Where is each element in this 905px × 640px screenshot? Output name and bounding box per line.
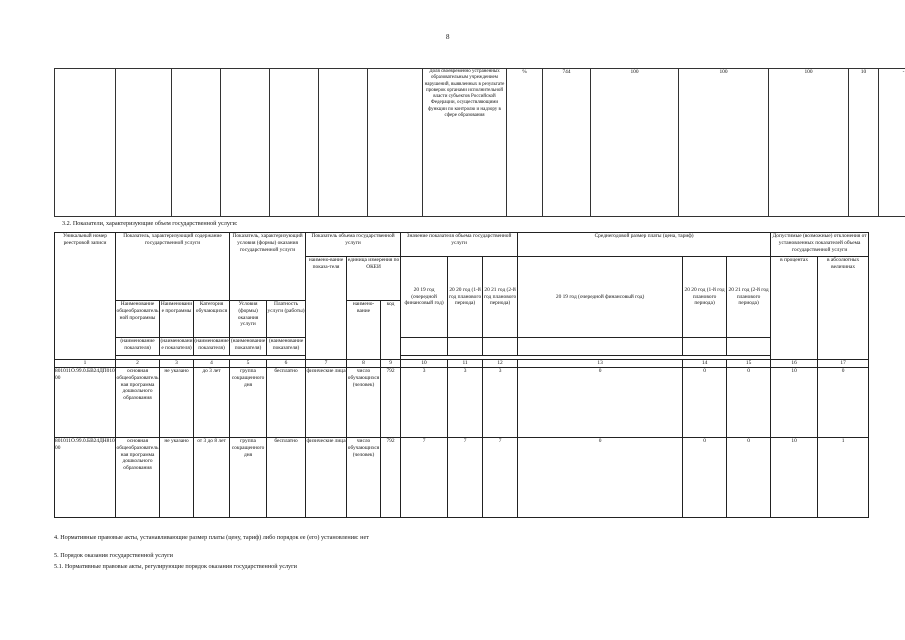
unit-name: %: [507, 69, 543, 217]
fee-2020: 0: [683, 368, 727, 438]
header-deviation-absolute: в абсолютных величинах: [818, 257, 869, 360]
header-unit-code: код: [381, 301, 401, 360]
unit-code: 792: [381, 438, 401, 518]
fee-2019: 0: [518, 438, 683, 518]
header-fee-2019: 20 19 год (очередной финансовый год): [518, 257, 683, 338]
column-number: 13: [518, 360, 683, 368]
program-name: основная общеобразовательная программа дошкольного образования: [116, 368, 160, 438]
volume-indicators-table: [54, 232, 869, 518]
header-volume-indicator: Показатель объема государственной услуги: [306, 233, 401, 257]
student-category: от 3 до 8 лет: [194, 438, 230, 518]
deviation-absolute: -: [879, 69, 905, 217]
unit-name: число обучающихся (человек): [347, 438, 381, 518]
column-number: 5: [230, 360, 267, 368]
header-unit: единица измерения по ОКЕИ: [347, 257, 401, 301]
fee-2020: 0: [683, 438, 727, 518]
value-2020: 7: [448, 438, 483, 518]
column-number: 14: [683, 360, 727, 368]
value-2021: 100: [769, 69, 849, 217]
indicator-name: физические лица: [306, 368, 347, 438]
deviation-percent: 10: [771, 368, 818, 438]
paragraph-5-1: 5.1. Нормативные правовые акты, регулирующие порядок оказания государственной услуги: [54, 563, 297, 570]
column-number: 3: [160, 360, 194, 368]
deviation-percent: 10: [771, 438, 818, 518]
empty-cell: [518, 338, 683, 356]
deviation-absolute: 0: [818, 368, 869, 438]
column-number: 4: [194, 360, 230, 368]
fee-2019: 0: [518, 368, 683, 438]
page-number: 8: [446, 33, 450, 41]
column-number: 12: [483, 360, 518, 368]
header-registry-number: Уникальный номер реестровой записи: [55, 233, 116, 360]
value-2021: 7: [483, 438, 518, 518]
program-subname: не указано: [160, 368, 194, 438]
quality-indicators-table-continued: [54, 68, 905, 217]
header-unit-name: наимено-вание: [347, 301, 381, 360]
unit-code: 792: [381, 368, 401, 438]
header-condition-2: Платность услуги (работы): [267, 301, 306, 338]
header-deviation-percent: в процентах: [771, 257, 818, 360]
header-subcaption: (наименование показателя): [230, 338, 267, 356]
header-allowed-deviation: Допустимые (возможные) отклонения от установленных показателей объема государственной услуги: [771, 233, 869, 257]
empty-cell: [55, 69, 116, 217]
empty-cell: [683, 338, 727, 356]
empty-cell: [727, 338, 771, 356]
empty-cell: [401, 338, 448, 356]
column-number: 9: [381, 360, 401, 368]
value-2019: 3: [401, 368, 448, 438]
registry-number: 801011О.99.0.БВ24ДП01000: [55, 368, 116, 438]
indicator-name: Доля своевременно устраненных образовательным учреждением нарушений, выявленных в результате проверок органами исполнительной власти субъектов Российской Федерации, осуществляющими функции по контролю и надзору в сфере образования: [423, 69, 507, 217]
program-name: основная общеобразовательная программа дошкольного образования: [116, 438, 160, 518]
empty-cell: [483, 338, 518, 356]
indicator-name: физические лица: [306, 438, 347, 518]
empty-cell: [448, 338, 483, 356]
fee-2021: 0: [727, 438, 771, 518]
value-2019: 7: [401, 438, 448, 518]
empty-cell: [319, 69, 368, 217]
empty-cell: [270, 69, 319, 217]
registry-number: 801011О.99.0.БВ24ДН81000: [55, 438, 116, 518]
program-subname: не указано: [160, 438, 194, 518]
value-2019: 100: [591, 69, 679, 217]
header-content-1: Наименование общеобразовательной программы: [116, 301, 160, 338]
table-row: [55, 368, 869, 438]
table-row: [55, 438, 869, 518]
header-indicator-name: наимено-вание показа-теля: [306, 257, 347, 360]
column-number: 16: [771, 360, 818, 368]
header-fee-2020: 20 20 год (1-й год планового периода): [683, 257, 727, 338]
value-2021: 3: [483, 368, 518, 438]
service-conditions: группа сокращенного дня: [230, 438, 267, 518]
column-number: 1: [55, 360, 116, 368]
deviation-absolute: 1: [818, 438, 869, 518]
header-year-2021: 20 21 год (2-й год планового периода): [483, 257, 518, 338]
column-number: 8: [347, 360, 381, 368]
header-content-3: Категория обучающихся: [194, 301, 230, 338]
empty-cell: [116, 69, 172, 217]
header-fee-2021: 20 21 год (2-й год планового периода): [727, 257, 771, 338]
unit-name: число обучающихся (человек): [347, 368, 381, 438]
column-number: 11: [448, 360, 483, 368]
header-year-2019: 20 19 год (очередной финансовый год): [401, 257, 448, 338]
header-subcaption: (наименование показателя): [160, 338, 194, 356]
empty-cell: [221, 69, 270, 217]
column-number: 6: [267, 360, 306, 368]
header-subcaption: (наименование показателя): [194, 338, 230, 356]
deviation-percent: 10: [849, 69, 879, 217]
paragraph-5: 5. Порядок оказания государственной услуги: [54, 552, 173, 559]
header-average-fee: Среднегодовой размер платы (цена, тариф): [518, 233, 771, 257]
header-content-indicator: Показатель, характеризующий содержание государственной услуги: [116, 233, 230, 301]
student-category: до 3 лет: [194, 368, 230, 438]
header-conditions-indicator: Показатель, характеризующий условия (формы) оказания государственной услуги: [230, 233, 306, 301]
header-subcaption: (наименование показателя): [116, 338, 160, 356]
header-volume-value: Значение показателя объема государственной услуги: [401, 233, 518, 257]
value-2020: 3: [448, 368, 483, 438]
value-2020: 100: [679, 69, 769, 217]
paragraph-4: 4. Нормативные правовые акты, устанавливающие размер платы (цену, тариф) либо порядок ее (его) установления: нет: [54, 534, 369, 541]
service-conditions: группа сокращенного дня: [230, 368, 267, 438]
empty-cell: [368, 69, 423, 217]
column-number: 2: [116, 360, 160, 368]
empty-cell: [172, 69, 221, 217]
service-payment: бесплатно: [267, 438, 306, 518]
header-year-2020: 20 20 год (1-й год планового периода): [448, 257, 483, 338]
header-subcaption: (наименование показателя): [267, 338, 306, 356]
okei-code: 744: [543, 69, 591, 217]
column-number: 10: [401, 360, 448, 368]
column-number: 17: [818, 360, 869, 368]
fee-2021: 0: [727, 368, 771, 438]
header-content-2: Наименование программы: [160, 301, 194, 338]
service-payment: бесплатно: [267, 368, 306, 438]
header-condition-1: Условия (формы) оказания услуги: [230, 301, 267, 338]
column-number: 7: [306, 360, 347, 368]
section-3-2-heading: 3.2. Показатели, характеризующие объем государственной услуги:: [62, 220, 238, 227]
column-number: 15: [727, 360, 771, 368]
